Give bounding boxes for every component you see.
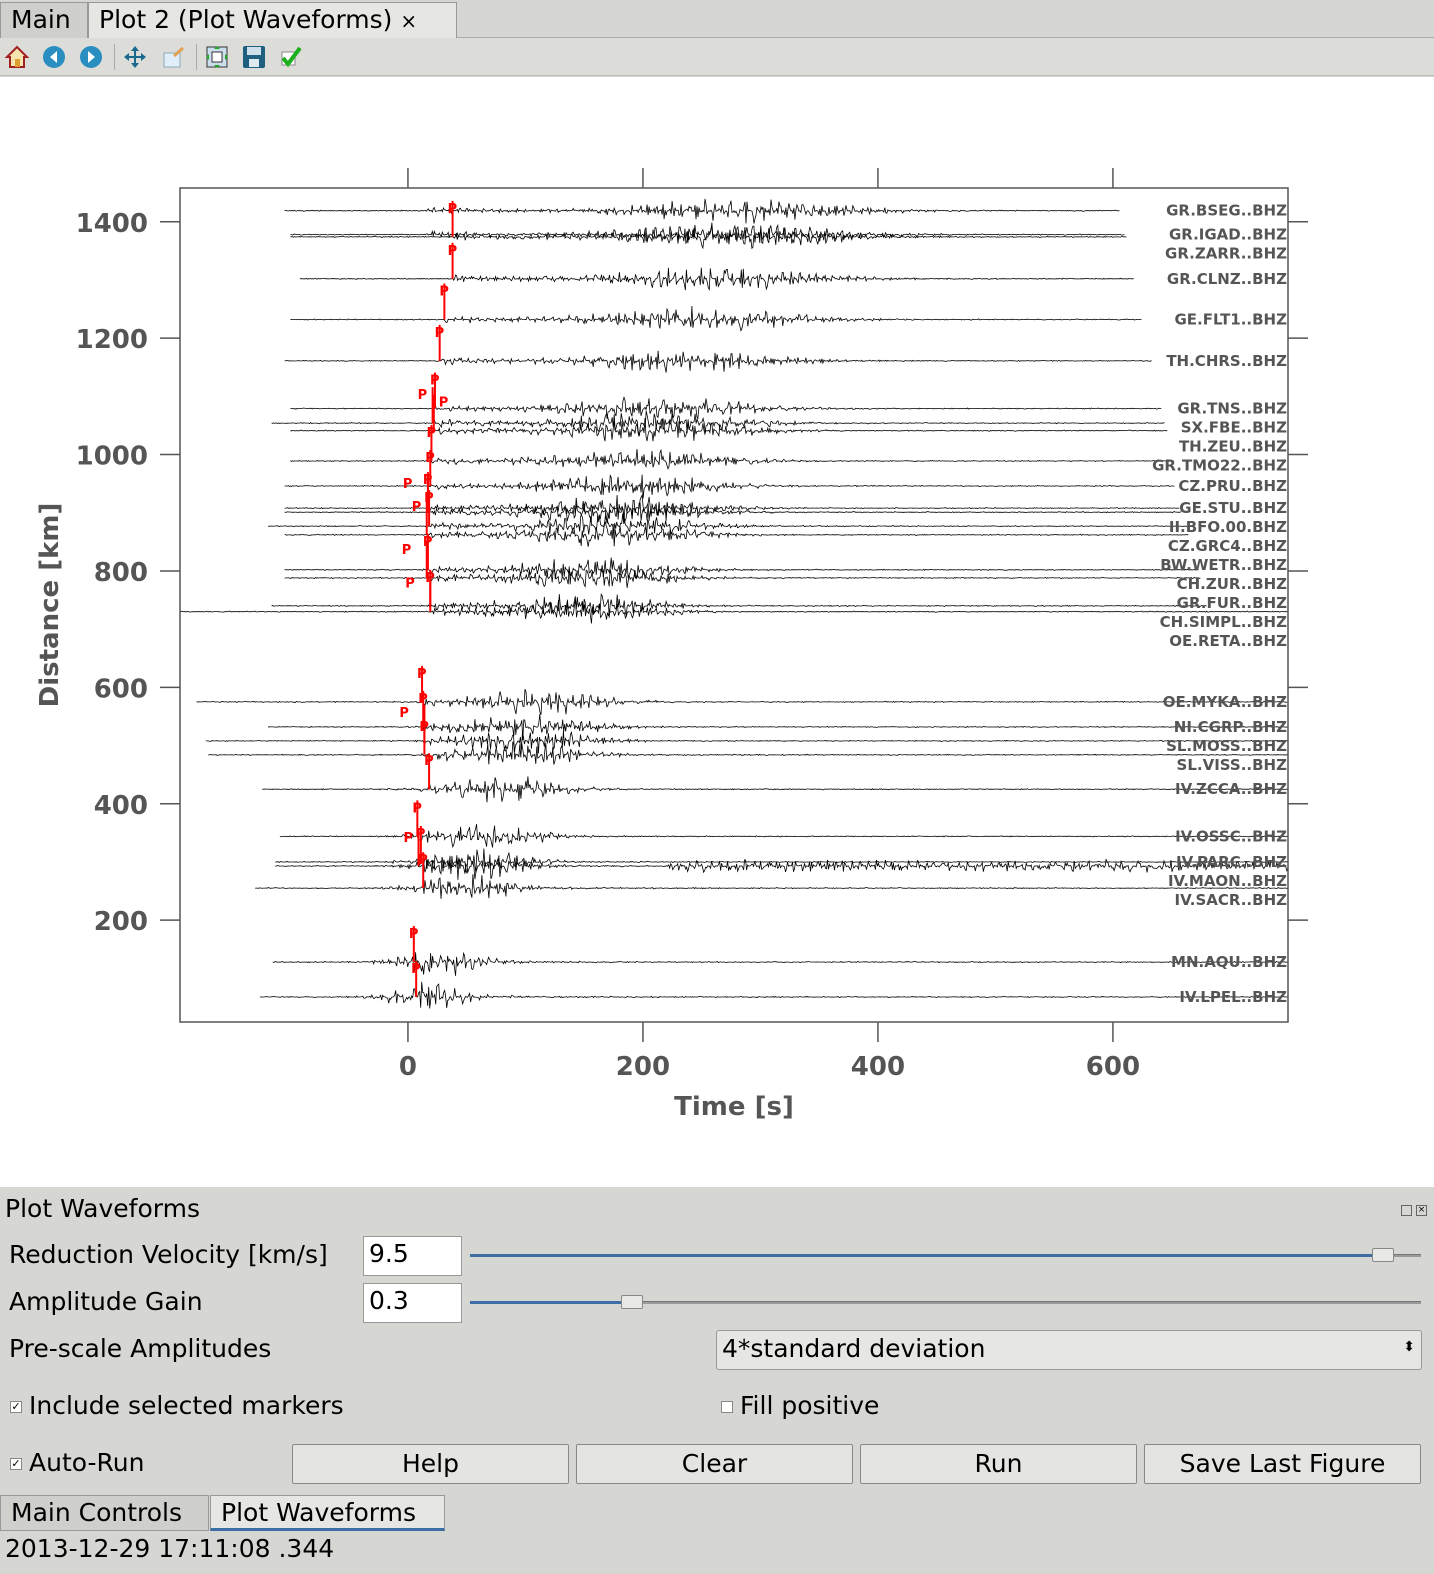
y-tick-label: 1400 [75,208,148,239]
float-panel-icon[interactable] [1401,1205,1412,1216]
configure-subplots-icon[interactable] [204,44,230,70]
run-button[interactable]: Run [860,1444,1137,1484]
x-tick-label: 400 [850,1052,906,1082]
trace-label: OE.RETA..BHZ [1169,632,1287,651]
y-tick-label: 600 [93,674,148,705]
x-tick-label: 600 [1085,1052,1141,1082]
trace-label: BW.WETR..BHZ [1160,556,1287,575]
waveform-trace [272,411,1165,436]
save-last-figure-button[interactable]: Save Last Figure [1144,1444,1421,1484]
y-tick-label: 400 [93,790,148,821]
p-marker-label: P [408,927,419,943]
fill-positive-label: Fill positive [740,1391,880,1420]
waveform-trace [290,223,1124,244]
reduction-velocity-label: Reduction Velocity [km/s] [9,1240,328,1269]
trace-label: IV.ZCCA..BHZ [1175,780,1287,799]
trace-label: MN.AQU..BHZ [1171,953,1287,972]
trace-label: GR.BSEG..BHZ [1166,201,1287,220]
prescale-select[interactable] [716,1330,1422,1370]
include-markers-label: Include selected markers [29,1391,344,1420]
tab-main-controls[interactable]: Main Controls [0,1495,209,1531]
trace-label: IV.LPEL..BHZ [1179,987,1287,1006]
trace-label: OE.MYKA..BHZ [1162,692,1287,711]
waveform-trace [260,982,1288,1009]
trace-label: IV.SACR..BHZ [1174,890,1287,909]
trace-label: IV.MAON..BHZ [1167,871,1287,890]
p-marker-label: P [399,705,409,721]
x-tick-label: 200 [615,1052,671,1082]
p-marker-label: P [401,542,412,558]
home-icon[interactable] [4,44,30,70]
auto-run-checkbox[interactable]: ✓ [11,1457,21,1470]
edit-axis-icon[interactable] [160,44,186,70]
y-tick-label: 1000 [75,441,148,472]
fill-positive-checkbox[interactable] [721,1401,733,1413]
trace-label: SL.VISS..BHZ [1176,755,1287,774]
p-marker-label: P [402,477,413,493]
p-marker-label: P [415,826,426,842]
record-section-plot [0,77,1434,1187]
status-bar: 2013-12-29 17:11:08 .344 [5,1534,335,1563]
p-marker-label: P [447,243,458,259]
p-marker-label: P [418,691,428,707]
y-axis-label: Distance [km] [35,502,65,708]
trace-label: GR.TMO22..BHZ [1152,456,1287,475]
include-markers-checkbox[interactable]: ✓ [11,1400,21,1413]
y-tick-label: 200 [93,907,148,938]
waveform-trace [290,449,1170,469]
trace-label: IV.PARC..BHZ [1176,852,1287,871]
waveform-trace [300,268,1134,290]
waveform-trace [285,199,1120,224]
waveform-trace [290,306,1141,331]
trace-label: GR.TNS..BHZ [1177,399,1287,418]
waveform-trace [273,952,1288,976]
p-marker-label: P [424,754,434,770]
p-marker-label: P [411,961,421,977]
p-marker-label: P [417,666,427,682]
trace-label: IV.OSSC..BHZ [1175,827,1287,846]
y-tick-label: 800 [93,557,148,588]
p-marker-label: P [403,831,414,847]
help-button[interactable]: Help [292,1444,569,1484]
waveform-trace [180,600,1288,624]
slider-handle[interactable] [621,1295,643,1309]
reduction-velocity-input[interactable]: 9.5 [363,1236,462,1276]
p-marker-label: P [412,801,422,817]
p-marker-label: P [405,576,415,592]
x-tick-label: 0 [398,1052,417,1082]
reduction-velocity-slider[interactable] [470,1254,1421,1257]
auto-run-label: Auto-Run [29,1448,145,1477]
waveform-trace [262,776,1288,802]
p-marker-label: P [434,325,445,341]
trace-label: CH.SIMPL..BHZ [1159,613,1287,632]
tab-label: Plot 2 (Plot Waveforms) [99,5,393,34]
p-marker-label: P [429,373,440,389]
close-panel-icon[interactable]: × [1417,1205,1426,1215]
tab-plot-2[interactable] [88,2,457,38]
p-marker-label: P [422,473,433,489]
chevron-updown-icon: ⬍ [1403,1339,1415,1355]
waveform-trace [208,742,1288,765]
trace-label: GR.ZARR..BHZ [1165,244,1287,263]
waveform-trace [290,225,1126,248]
amplitude-gain-input[interactable]: 0.3 [363,1283,462,1323]
waveform-trace [285,558,1199,580]
p-marker-label: P [419,719,429,735]
trace-label: SX.FBE..BHZ [1180,418,1287,437]
trace-label: NI.CGRP..BHZ [1173,717,1287,736]
p-marker-label: P [447,201,458,217]
waveform-trace [285,475,1175,499]
trace-label: GR.CLNZ..BHZ [1166,269,1287,288]
tab-plot-waveforms[interactable]: Plot Waveforms [210,1495,445,1531]
plot-frame [180,188,1288,1022]
forward-icon[interactable] [78,44,104,70]
p-marker-label: P [426,425,436,441]
y-tick-label: 1200 [75,325,148,356]
amplitude-gain-label: Amplitude Gain [9,1287,203,1316]
check-icon[interactable] [278,44,304,70]
toolbar [0,38,1434,76]
waveform-trace [196,689,1287,715]
trace-label: GR.IGAD..BHZ [1168,225,1287,244]
back-icon[interactable] [41,44,67,70]
waveform-trace [255,871,1288,899]
trace-label: CZ.GRC4..BHZ [1167,537,1287,556]
trace-label: GR.FUR..BHZ [1176,594,1287,613]
x-axis-label: Time [s] [674,1092,794,1122]
tab-main[interactable] [0,2,88,38]
clear-button[interactable]: Clear [576,1444,853,1484]
p-marker-label: P [422,534,433,550]
trace-label: GE.FLT1..BHZ [1174,310,1287,329]
trace-label: CH.ZUR..BHZ [1176,575,1287,594]
tab-label: Main [11,5,71,34]
trace-label: TH.ZEU..BHZ [1178,437,1287,456]
waveform-trace [272,594,1207,618]
trace-label: TH.CHRS..BHZ [1166,351,1287,370]
tab-bar [0,0,1434,38]
waveform-trace [206,731,1288,754]
p-marker-label: P [411,499,422,515]
close-icon[interactable]: × [400,9,418,33]
trace-label: II.BFO.00.BHZ [1168,518,1287,537]
p-marker-label: P [417,388,428,404]
pan-icon[interactable] [122,44,148,70]
p-marker-label: P [425,450,435,466]
prescale-value: 4*standard deviation [722,1334,986,1363]
p-marker-label: P [424,491,434,507]
p-marker-label: P [439,284,449,300]
p-marker-label: P [425,570,435,586]
figure-canvas [0,77,1434,1187]
p-marker-label: P [438,395,449,411]
waveform-trace [280,824,1288,847]
amplitude-gain-slider[interactable] [470,1301,1421,1304]
panel-title: Plot Waveforms [5,1194,200,1223]
save-icon[interactable] [241,44,267,70]
trace-label: GE.STU..BHZ [1179,499,1287,518]
trace-label: SL.MOSS..BHZ [1166,736,1287,755]
prescale-label: Pre-scale Amplitudes [9,1334,272,1363]
slider-handle[interactable] [1372,1248,1394,1262]
p-marker-label: P [418,853,428,869]
trace-label: CZ.PRU..BHZ [1178,476,1287,495]
waveform-trace [285,351,1152,373]
